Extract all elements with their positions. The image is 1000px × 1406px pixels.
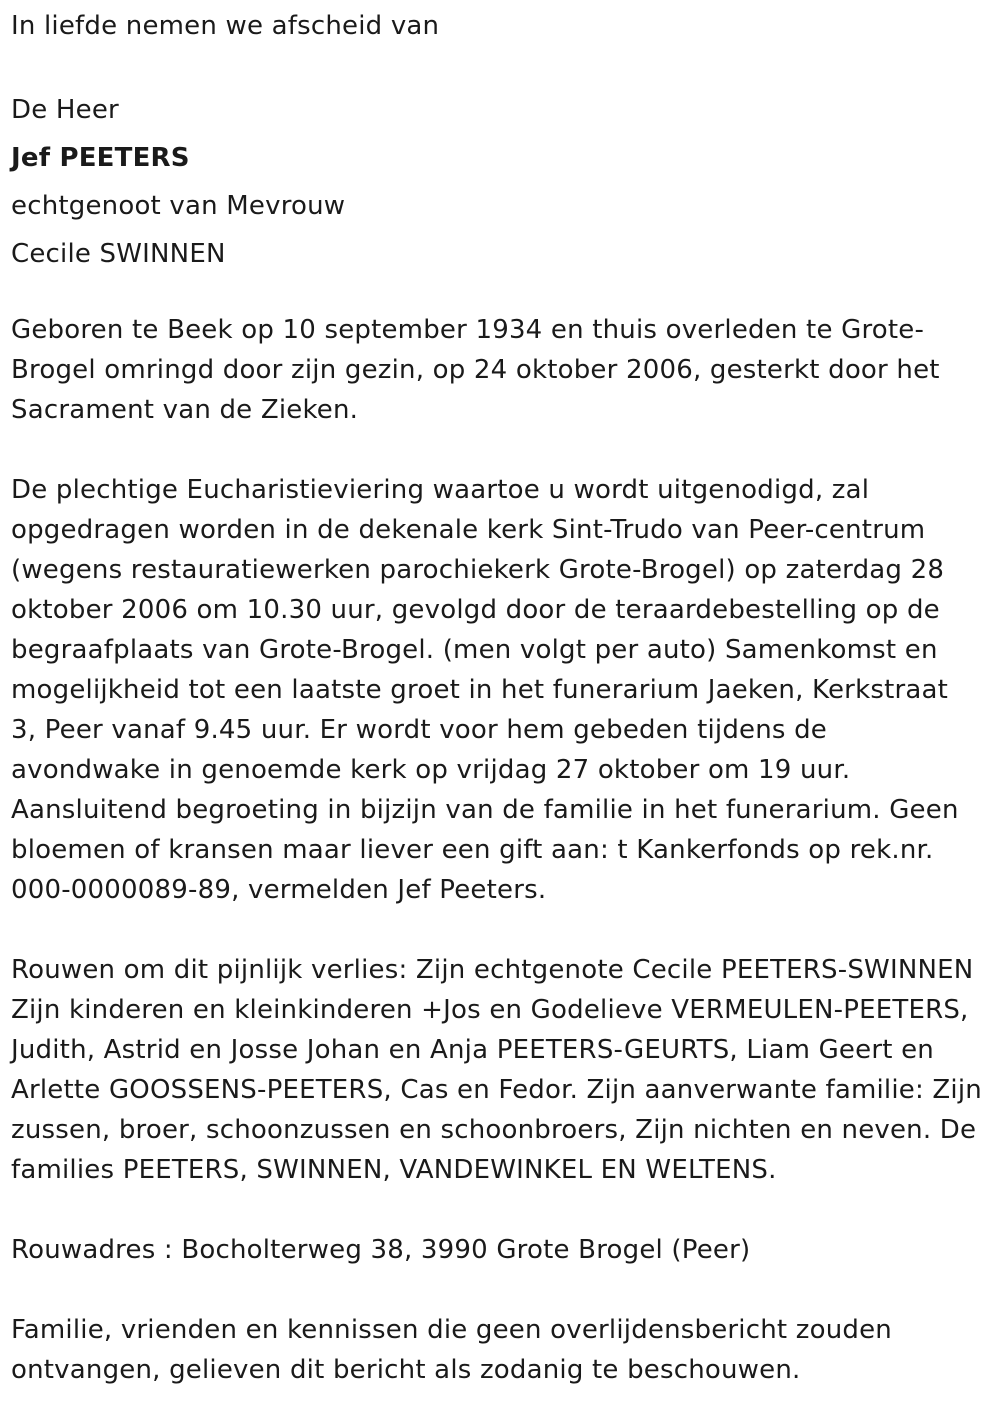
paragraph-line: Rouwen om dit pijnlijk verlies: Zijn echtgenote Cecile PEETERS-SWINNEN [11, 955, 974, 985]
mourning-address: Rouwadres : Bocholterweg 38, 3990 Grote Brogel (Peer) [11, 1235, 751, 1265]
paragraph-line: 000-0000089-89, vermelden Jef Peeters. [11, 875, 547, 905]
paragraph-line: begraafplaats van Grote-Brogel. (men volgt per auto) Samenkomst en [11, 635, 938, 665]
paragraph-line: families PEETERS, SWINNEN, VANDEWINKEL EN WELTENS. [11, 1155, 777, 1185]
paragraph-line: mogelijkheid tot een laatste groet in het funerarium Jaeken, Kerkstraat [11, 675, 949, 705]
paragraph-line: 3, Peer vanaf 9.45 uur. Er wordt voor hem gebeden tijdens de [11, 715, 828, 745]
salutation: De Heer [11, 95, 119, 125]
paragraph-line: ontvangen, gelieven dit bericht als zodanig te beschouwen. [11, 1355, 801, 1385]
deceased-name: Jef PEETERS [11, 143, 190, 173]
intro-text: In liefde nemen we afscheid van [11, 11, 440, 41]
paragraph-line: De plechtige Eucharistieviering waartoe u wordt uitgenodigd, zal [11, 475, 870, 505]
paragraph-line: Arlette GOOSSENS-PEETERS, Cas en Fedor. Zijn aanverwante familie: Zijn [11, 1075, 982, 1105]
paragraph-line: oktober 2006 om 10.30 uur, gevolgd door de teraardebestelling op de [11, 595, 940, 625]
intro-section [11, 6, 439, 46]
birth-death-paragraph [11, 310, 986, 430]
mourners-paragraph [11, 950, 986, 1190]
paragraph-line: Zijn kinderen en kleinkinderen +Jos en Godelieve VERMEULEN-PEETERS, [11, 995, 969, 1025]
paragraph-line: Aansluitend begroeting in bijzijn van de familie in het funerarium. Geen [11, 795, 959, 825]
paragraph-line: Brogel omringd door zijn gezin, op 24 oktober 2006, gesterkt door het [11, 355, 940, 385]
paragraph-line: opgedragen worden in de dekenale kerk Sint-Trudo van Peer-centrum [11, 515, 926, 545]
spouse-name: Cecile SWINNEN [11, 239, 226, 269]
paragraph-line: avondwake in genoemde kerk op vrijdag 27 oktober om 19 uur. [11, 755, 851, 785]
paragraph-line: Sacrament van de Zieken. [11, 395, 359, 425]
ceremony-paragraph [11, 470, 986, 910]
spouse-prefix: echtgenoot van Mevrouw [11, 191, 346, 221]
paragraph-line: bloemen of kransen maar liever een gift aan: t Kankerfonds op rek.nr. [11, 835, 934, 865]
paragraph-line: zussen, broer, schoonzussen en schoonbroers, Zijn nichten en neven. De [11, 1115, 977, 1145]
deceased-header [11, 86, 345, 278]
paragraph-line: Judith, Astrid en Josse Johan en Anja PEETERS-GEURTS, Liam Geert en [11, 1035, 934, 1065]
closing-paragraph [11, 1310, 986, 1390]
paragraph-line: (wegens restauratiewerken parochiekerk Grote-Brogel) op zaterdag 28 [11, 555, 945, 585]
paragraph-line: Geboren te Beek op 10 september 1934 en thuis overleden te Grote- [11, 315, 925, 345]
address-paragraph [11, 1230, 986, 1270]
paragraph-line: Familie, vrienden en kennissen die geen overlijdensbericht zouden [11, 1315, 892, 1345]
